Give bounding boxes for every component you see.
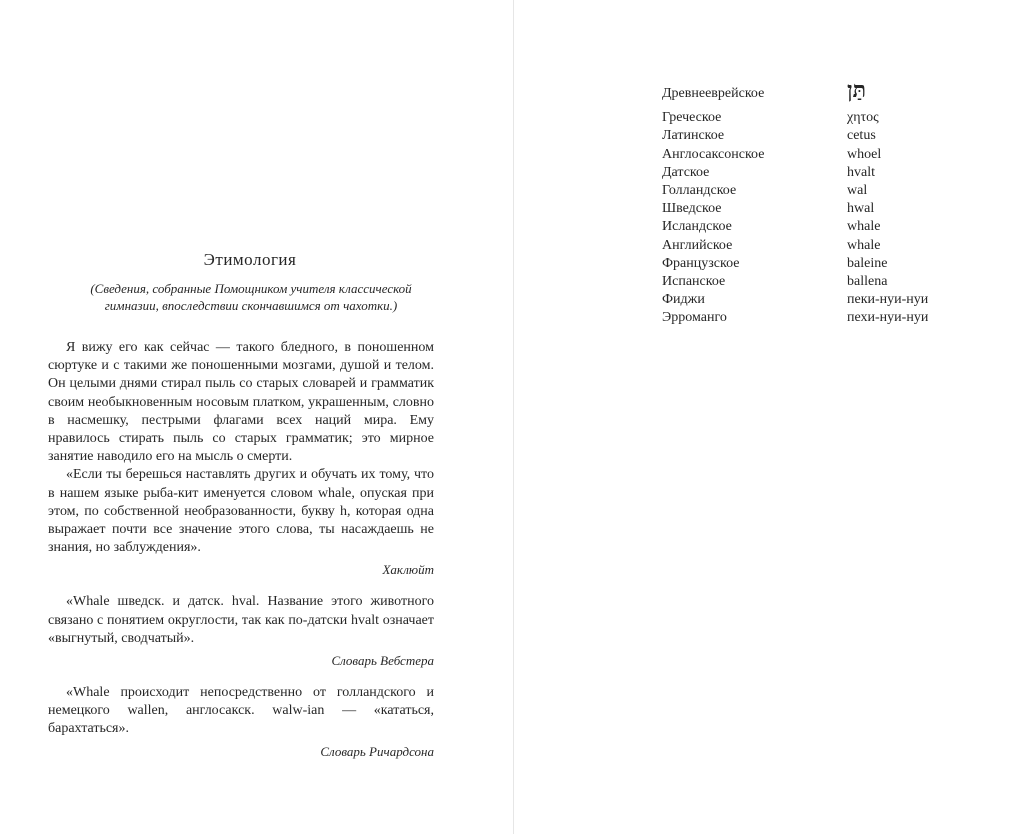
table-row — [662, 309, 928, 327]
table-row — [662, 273, 928, 291]
word-form: ballena — [847, 274, 888, 290]
quote-attribution: Словарь Вебстера — [331, 653, 434, 669]
table-row — [662, 200, 928, 218]
whale-names-table — [662, 77, 929, 328]
word-form: whale — [847, 237, 881, 253]
table-row — [662, 237, 928, 255]
language-name: Латинское — [662, 128, 725, 144]
quotations-body — [48, 339, 434, 761]
word-form: пехи-нуи-нуи — [847, 310, 929, 326]
word-form — [847, 77, 928, 109]
language-name: Датское — [662, 164, 710, 180]
quote-webster — [48, 593, 434, 670]
language-name: Греческое — [662, 110, 722, 126]
word-form: cetus — [847, 128, 876, 144]
table-row — [662, 255, 928, 273]
table-row — [662, 164, 928, 182]
chapter-title: Этимология — [203, 250, 297, 269]
language-name: Английское — [662, 237, 733, 253]
left-page — [0, 0, 513, 834]
quote-paragraph: «Если ты берешься наставлять других и обучать их тому, что в нашем языке рыба-кит именуется словом whale, опуская при этом, по собственной необразованности, букву h, которая одна выражает почти все значение этого слова, ты насаждаешь не знания, но заблуждения». — [48, 467, 434, 556]
language-name: Шведское — [662, 201, 722, 217]
quote-paragraph: «Whale происходит непосредственно от голландского и немецкого wallen, англосакск. walw-ian — «кататься, барахтаться». — [48, 685, 434, 737]
language-name: Древнееврейское — [662, 86, 765, 101]
language-name: Фиджи — [662, 292, 705, 308]
chapter-subtitle: (Сведения, собранные Помощником учителя классической гимназии, впоследствии скончавшимся от чахотки.) — [90, 281, 412, 313]
word-form: hwal — [847, 201, 875, 217]
right-page — [514, 0, 1032, 834]
quote-attribution: Словарь Ричардсона — [320, 743, 434, 759]
language-name: Эрроманго — [662, 310, 727, 326]
word-form: wal — [847, 183, 868, 199]
table-row — [662, 218, 928, 236]
language-name: Англосаксонское — [662, 146, 765, 162]
quote-attribution: Хаклюйт — [382, 562, 434, 578]
quote-paragraph: Я вижу его как сейчас — такого бледного, в поношенном сюртуке и с такими же поношенными мозгами, душой и телом. Он целыми днями стирал пыль со старых словарей и грамматик своим необыкновенным носовым платком, украшенным, словно в насмешку, пестрыми флагами всех наций мира. Ему нравилось стирать пыль со старых грамматик; это мирное занятие наводило его на мысль о смерти. — [48, 340, 434, 465]
table-row — [662, 127, 928, 145]
table-row — [662, 146, 928, 164]
hebrew-word: תַּן — [847, 77, 867, 102]
table-row — [662, 109, 928, 127]
language-name: Испанское — [662, 274, 726, 290]
quote-paragraph: «Whale шведск. и датск. hval. Название этого животного связано с понятием округлости, так как по-датски hvalt означает «выгнутый, сводчатый». — [48, 594, 434, 646]
word-form: whoel — [847, 146, 882, 162]
quote-hakluyt — [48, 339, 434, 579]
word-form: χητος — [847, 110, 879, 126]
word-form: hvalt — [847, 164, 875, 180]
language-name: Французское — [662, 255, 740, 271]
word-form: whale — [847, 219, 881, 235]
table-row — [662, 291, 928, 309]
language-name: Исландское — [662, 219, 732, 235]
language-name: Голландское — [662, 183, 737, 199]
word-form: baleine — [847, 255, 888, 271]
table-row — [662, 182, 928, 200]
quote-richardson — [48, 684, 434, 761]
word-form: пеки-нуи-нуи — [847, 292, 929, 308]
table-row — [662, 80, 928, 109]
